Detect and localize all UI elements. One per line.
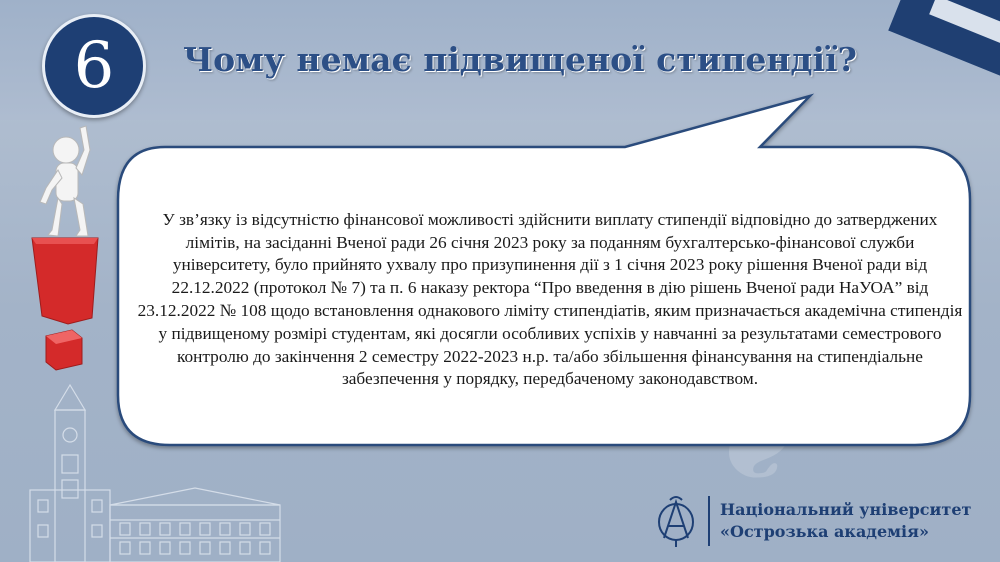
logo-line-1: Національний університет — [720, 500, 972, 519]
message-text: У зв’язку із відсутністю фінансової можливості здійснити виплату стипендії відповідно до затверджених лімітів, на засіданні Вченої ради 26 січня 2023 року за поданням бухгалтерсько-фінансової служби університету, було прийнято ухвалу про призупинення дії з 1 січня 2023 року рішення Вченої ради від 22.12.2022 (протокол № 7) та п. 6 наказу ректора “Про введення в дію рішень Вченої ради НаУОА” від 23.12.2022 № 108 щодо встановлення однакового ліміту стипендіатів, яким призначається академічна стипендія у підвищеному розмірі студентам, які досягли особливих успіхів у навчанні за результатами семестрового контролю до закінчення 2 семестру 2022-2023 н.р. та/або збільшення фінансування на стипендіальне забезпечення у порядку, передбаченому законодавством. — [137, 209, 963, 389]
logo-line-2: «Острозька академія» — [720, 522, 929, 541]
university-monogram-icon — [654, 494, 698, 548]
slide-number-badge — [42, 14, 146, 118]
logo-divider — [708, 496, 710, 546]
university-logo — [654, 494, 971, 548]
slide-title: Чому немає підвищеної стипендії? — [183, 40, 857, 79]
bubble-message — [135, 175, 965, 425]
figure-on-exclamation-mark-icon — [28, 120, 118, 380]
logo-text — [720, 499, 971, 543]
slide-number: 6 — [73, 29, 115, 103]
